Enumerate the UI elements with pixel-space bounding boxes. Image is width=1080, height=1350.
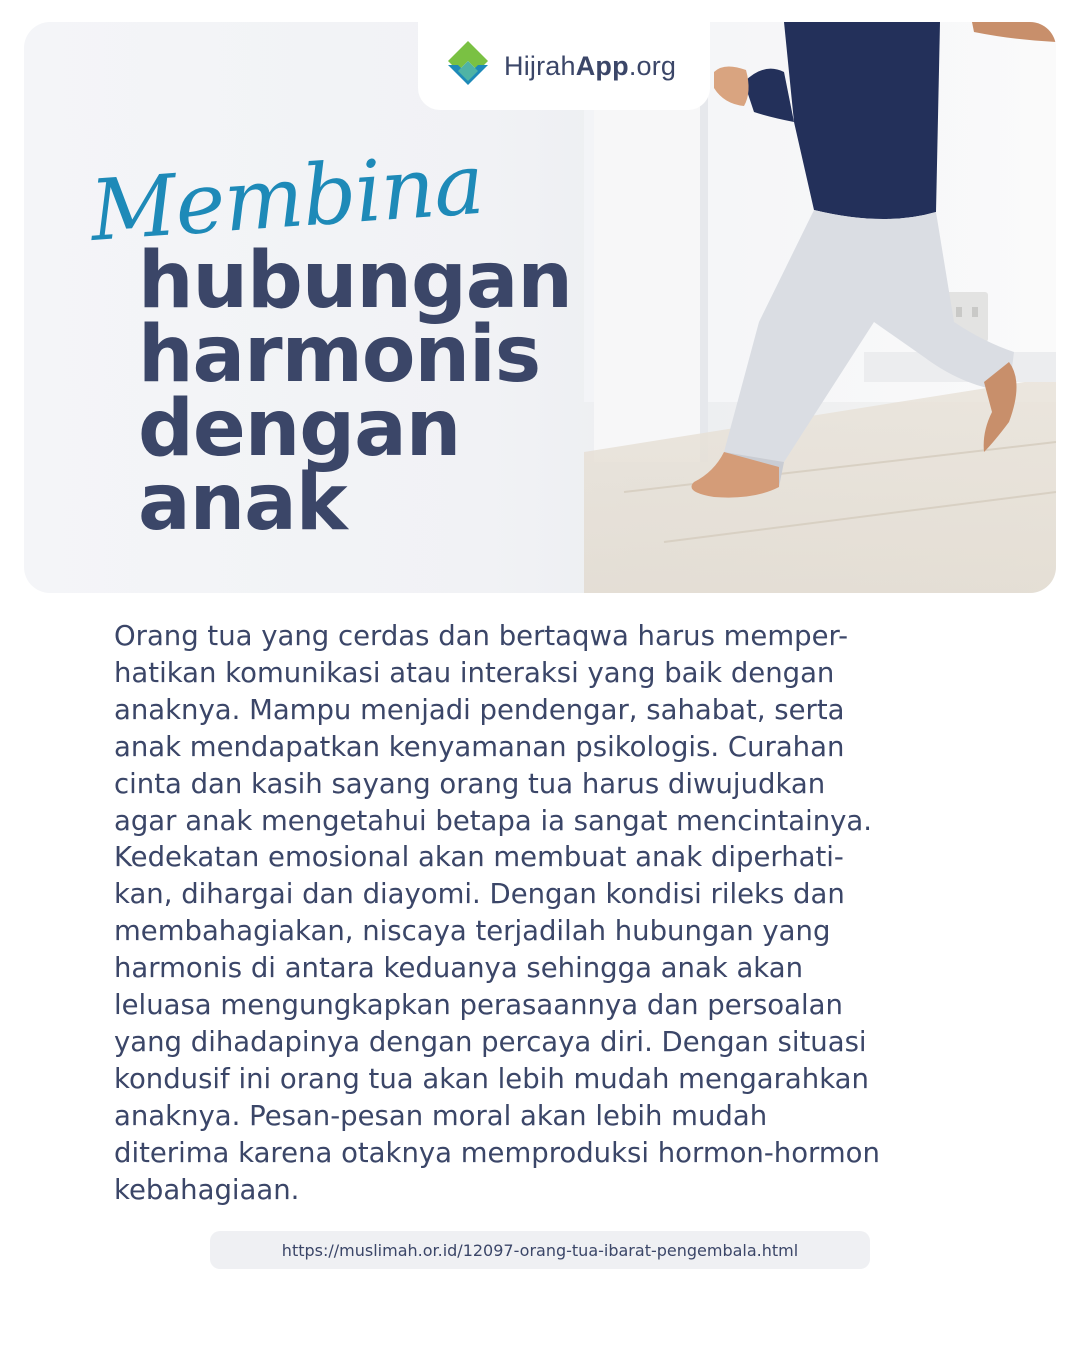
article-line: leluasa mengungkapkan perasaannya dan persoalan <box>114 989 843 1022</box>
brand-name: HijrahApp.org <box>504 50 677 81</box>
page-title <box>138 236 572 548</box>
brand-logo-tab[interactable] <box>418 22 710 110</box>
source-link[interactable]: https://muslimah.or.id/12097-orang-tua-ibarat-pengembala.html <box>210 1231 870 1269</box>
article-line: Kedekatan emosional akan membuat anak diperhati- <box>114 841 844 874</box>
article-body <box>114 618 994 1209</box>
article-line: anak mendapatkan kenyamanan psikologis. Curahan <box>114 730 845 763</box>
article-line: anaknya. Mampu menjadi pendengar, sahabat, serta <box>114 693 845 726</box>
article-line: anaknya. Pesan-pesan moral akan lebih mudah <box>114 1099 768 1132</box>
article-line: agar anak mengetahui betapa ia sangat mencintainya. <box>114 804 873 837</box>
article-line: kan, dihargai dan diayomi. Dengan kondisi rileks dan <box>114 878 845 911</box>
article-line: kebahagiaan. <box>114 1173 300 1206</box>
article-line: membahagiakan, niscaya terjadilah hubungan yang <box>114 915 831 948</box>
title-line: harmonis <box>138 310 541 400</box>
article-line: Orang tua yang cerdas dan bertaqwa harus memper- <box>114 620 848 652</box>
hijrahapp-logo-icon <box>438 35 500 97</box>
article-line: kondusif ini orang tua akan lebih mudah mengarahkan <box>114 1062 869 1095</box>
title-line: anak <box>138 458 347 548</box>
article-line: cinta dan kasih sayang orang tua harus diwujudkan <box>114 767 826 800</box>
article-line: diterima karena otaknya memproduksi hormon-hormon <box>114 1136 880 1169</box>
hero-card <box>24 22 1056 593</box>
title-line: dengan <box>138 384 461 474</box>
title-line: hubungan <box>138 236 572 326</box>
script-title: Membina <box>87 134 487 260</box>
article-line: hatikan komunikasi atau interaksi yang baik dengan <box>114 656 835 689</box>
article-line: yang dihadapinya dengan percaya diri. Dengan situasi <box>114 1025 867 1058</box>
article-line: harmonis di antara keduanya sehingga anak akan <box>114 952 804 985</box>
